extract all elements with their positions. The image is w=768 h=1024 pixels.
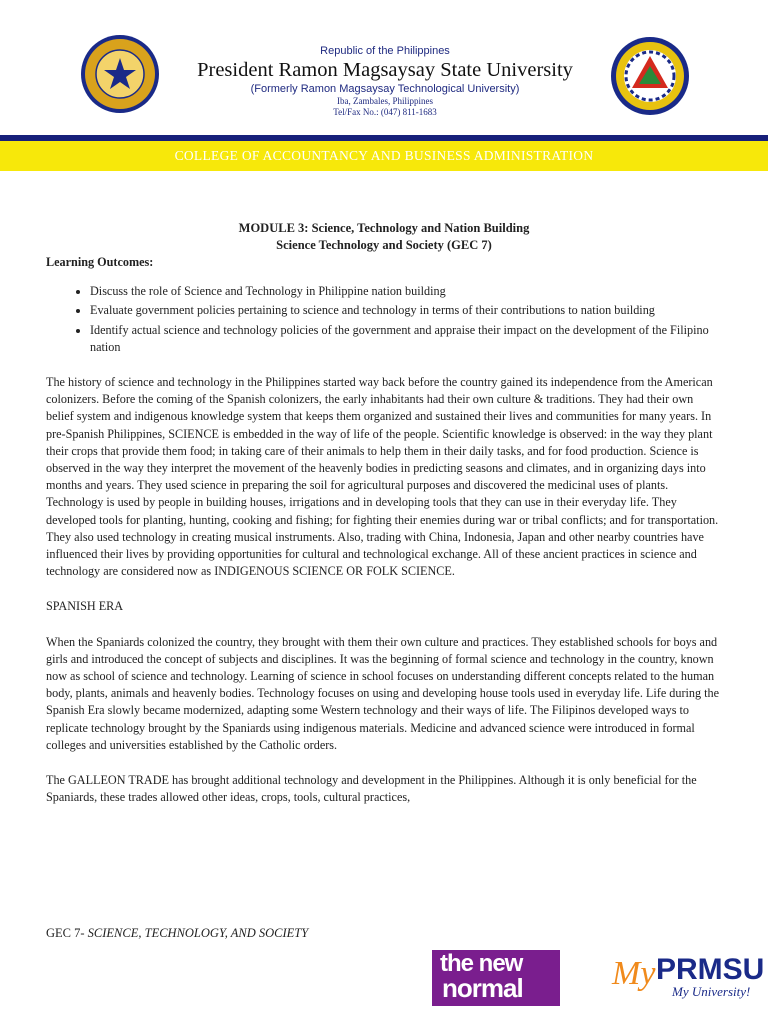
prmsu-tagline: My University! <box>672 984 751 999</box>
my-prmsu-logo <box>612 950 765 1006</box>
college-banner: COLLEGE OF ACCOUNTANCY AND BUSINESS ADMINISTRATION <box>174 148 594 163</box>
telfax-label: Tel/Fax No.: (047) 811-1683 <box>333 107 437 117</box>
module-subtitle: Science Technology and Society (GEC 7) <box>276 238 492 252</box>
republic-label: Republic of the Philippines <box>320 45 450 57</box>
document-header <box>0 0 768 130</box>
logo-line-2: normal <box>442 973 523 1003</box>
list-item: • Evaluate government policies pertaining to science and technology in terms of their contributions to nation building <box>90 302 722 319</box>
intro-paragraph: The history of science and technology in the Philippines started way back before the country gained its independence from the American colonizers. Before the coming of the Spanish colonizers, the early inhabitants had their own culture & traditions. They had their own belief system and indigenous knowledge system that keeps them organized and sustained their lives and communities for many years. In pre-Spanish Philippines, SCIENCE is embedded in the way of life of the people. Scientific knowledge is observed: in the way they plant their crops that provide them food; in taking care of their animals to help them in their daily tasks, and for food production. Science is observed in the way they interpret the movement of the heavenly bodies in predicting seasons and climates, and in organizing days into months and years. They used science in preparing the soil for agricultural purposes and discovered the medicinal uses of plants. Technology is used by people in building houses, irrigations and in developing tools that they can use in their everyday life. They developed tools for planting, hunting, cooking and fishing; for fighting their enemies during war or tribal conflicts; and for transportation. They also used technology in creating musical instruments. Also, trading with China, Indonesia, Japan and other nearby countries have influenced their lives by providing opportunities for cultural and technological exchange. All of these ancient practices in science and technology are considered now as INDIGENOUS SCIENCE OR FOLK SCIENCE. <box>46 375 719 579</box>
spanish-era-paragraph: When the Spaniards colonized the country, they brought with them their own culture and practices. They established schools for boys and girls and introduced the concept of subjects and disciplines. It was the beginning of formal science and technology in the country, known now as school of science and technology. Learning of science in school focuses on understanding different concepts related to the human body, plants, animals and heavenly bodies. Technology focuses on using and developing house tools used in everyday life. Life during the Spanish Era slowly became modernized, adapting some Western technology and their ways of life. The Filipinos developed ways to replicate technology brought by the Spaniards using indigenous materials. Medicine and advanced science were introduced in formal colleges and universities established by the Catholic orders. <box>46 634 720 752</box>
new-normal-logo <box>432 950 560 1006</box>
course-footer <box>46 926 308 941</box>
address-label: Iba, Zambales, Philippines <box>337 96 433 106</box>
galleon-trade-paragraph: The GALLEON TRADE has brought additional technology and development in the Philippines. Although it is only beneficial for the Spaniards, these trades allowed other ideas, crops, tools, cultural practices, <box>46 773 697 805</box>
learning-outcomes-list <box>46 283 722 356</box>
university-name: President Ramon Magsaysay State University <box>197 59 573 81</box>
formerly-label: (Formerly Ramon Magsaysay Technological University) <box>250 83 520 95</box>
module-title: MODULE 3: Science, Technology and Nation Building <box>238 221 530 235</box>
course-code: GEC 7- <box>46 926 85 940</box>
university-seal-icon <box>80 34 160 114</box>
prmsu-my-script: My <box>612 955 656 992</box>
header-text-block <box>170 44 600 118</box>
prmsu-wordmark: PRMSU <box>656 953 765 986</box>
list-item: • Discuss the role of Science and Technology in Philippine nation building <box>90 283 722 300</box>
course-name: SCIENCE, TECHNOLOGY, AND SOCIETY <box>84 926 309 940</box>
logo-line-1: the new <box>440 950 523 977</box>
technological-seal-icon <box>610 36 690 116</box>
list-item: • Identify actual science and technology policies of the government and appraise their impact on the development of the Filipino nation <box>90 322 722 356</box>
spanish-era-heading: SPANISH ERA <box>46 599 124 614</box>
learning-outcomes-label: Learning Outcomes: <box>46 255 154 269</box>
module-body <box>46 220 722 806</box>
